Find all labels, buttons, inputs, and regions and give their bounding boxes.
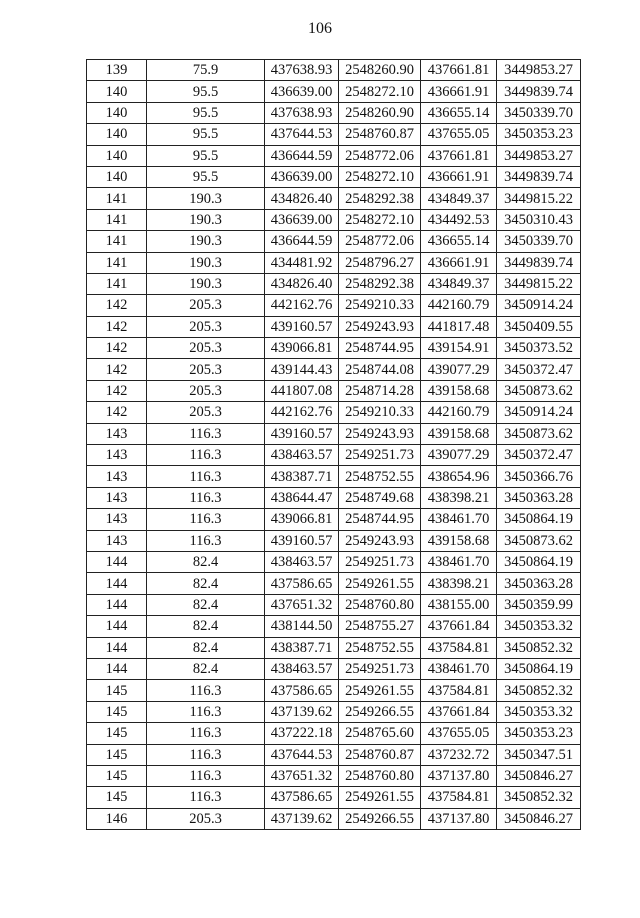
- y1-cell: 2548292.38: [339, 188, 421, 209]
- y2-cell: 3449815.22: [497, 273, 581, 294]
- area-cell: 82.4: [147, 658, 265, 679]
- y2-cell: 3450409.55: [497, 316, 581, 337]
- x2-cell: 436661.91: [421, 166, 497, 187]
- y2-cell: 3449853.27: [497, 60, 581, 81]
- area-cell: 205.3: [147, 402, 265, 423]
- y2-cell: 3450353.23: [497, 723, 581, 744]
- x1-cell: 437638.93: [265, 102, 339, 123]
- row-id-cell: 140: [87, 81, 147, 102]
- coordinates-table-body: [87, 60, 581, 830]
- x2-cell: 439158.68: [421, 380, 497, 401]
- x2-cell: 434492.53: [421, 209, 497, 230]
- x2-cell: 438461.70: [421, 658, 497, 679]
- table-row: [87, 573, 581, 594]
- row-id-cell: 143: [87, 509, 147, 530]
- area-cell: 116.3: [147, 744, 265, 765]
- y2-cell: 3450353.23: [497, 124, 581, 145]
- row-id-cell: 145: [87, 744, 147, 765]
- page-number: 106: [308, 20, 332, 37]
- area-cell: 116.3: [147, 765, 265, 786]
- y1-cell: 2548714.28: [339, 380, 421, 401]
- row-id-cell: 142: [87, 295, 147, 316]
- x1-cell: 439160.57: [265, 530, 339, 551]
- x1-cell: 434826.40: [265, 188, 339, 209]
- x2-cell: 439158.68: [421, 423, 497, 444]
- x2-cell: 436661.91: [421, 81, 497, 102]
- row-id-cell: 142: [87, 402, 147, 423]
- x2-cell: 438398.21: [421, 573, 497, 594]
- y2-cell: 3449839.74: [497, 166, 581, 187]
- y1-cell: 2548796.27: [339, 252, 421, 273]
- y2-cell: 3449839.74: [497, 81, 581, 102]
- table-row: [87, 637, 581, 658]
- x2-cell: 439077.29: [421, 445, 497, 466]
- y2-cell: 3450864.19: [497, 658, 581, 679]
- area-cell: 116.3: [147, 701, 265, 722]
- x2-cell: 438461.70: [421, 509, 497, 530]
- x1-cell: 437586.65: [265, 573, 339, 594]
- x1-cell: 434481.92: [265, 252, 339, 273]
- x2-cell: 434849.37: [421, 273, 497, 294]
- y2-cell: 3450852.32: [497, 787, 581, 808]
- x1-cell: 437222.18: [265, 723, 339, 744]
- table-row: [87, 252, 581, 273]
- row-id-cell: 140: [87, 166, 147, 187]
- area-cell: 190.3: [147, 231, 265, 252]
- row-id-cell: 141: [87, 209, 147, 230]
- y1-cell: 2548272.10: [339, 166, 421, 187]
- y2-cell: 3450873.62: [497, 530, 581, 551]
- y1-cell: 2548772.06: [339, 145, 421, 166]
- y2-cell: 3450852.32: [497, 637, 581, 658]
- area-cell: 75.9: [147, 60, 265, 81]
- y2-cell: 3450366.76: [497, 466, 581, 487]
- y2-cell: 3450353.32: [497, 701, 581, 722]
- area-cell: 116.3: [147, 787, 265, 808]
- row-id-cell: 140: [87, 145, 147, 166]
- x1-cell: 439160.57: [265, 316, 339, 337]
- x2-cell: 442160.79: [421, 402, 497, 423]
- table-row: [87, 338, 581, 359]
- row-id-cell: 143: [87, 423, 147, 444]
- x1-cell: 441807.08: [265, 380, 339, 401]
- row-id-cell: 142: [87, 359, 147, 380]
- y1-cell: 2548752.55: [339, 466, 421, 487]
- area-cell: 205.3: [147, 380, 265, 401]
- y1-cell: 2548260.90: [339, 60, 421, 81]
- y2-cell: 3450914.24: [497, 402, 581, 423]
- area-cell: 205.3: [147, 338, 265, 359]
- row-id-cell: 141: [87, 273, 147, 294]
- x1-cell: 436639.00: [265, 81, 339, 102]
- area-cell: 95.5: [147, 166, 265, 187]
- y1-cell: 2548272.10: [339, 81, 421, 102]
- table-row: [87, 445, 581, 466]
- x1-cell: 437644.53: [265, 744, 339, 765]
- table-row: [87, 380, 581, 401]
- y2-cell: 3450339.70: [497, 231, 581, 252]
- area-cell: 205.3: [147, 316, 265, 337]
- area-cell: 205.3: [147, 359, 265, 380]
- y2-cell: 3450372.47: [497, 445, 581, 466]
- x1-cell: 439144.43: [265, 359, 339, 380]
- row-id-cell: 145: [87, 723, 147, 744]
- table-row: [87, 723, 581, 744]
- row-id-cell: 145: [87, 680, 147, 701]
- y1-cell: 2549210.33: [339, 402, 421, 423]
- row-id-cell: 143: [87, 445, 147, 466]
- y1-cell: 2549251.73: [339, 445, 421, 466]
- y1-cell: 2549210.33: [339, 295, 421, 316]
- x1-cell: 437651.32: [265, 594, 339, 615]
- area-cell: 116.3: [147, 530, 265, 551]
- row-id-cell: 141: [87, 231, 147, 252]
- y1-cell: 2548760.80: [339, 594, 421, 615]
- table-row: [87, 466, 581, 487]
- x2-cell: 439158.68: [421, 530, 497, 551]
- y2-cell: 3450914.24: [497, 295, 581, 316]
- row-id-cell: 146: [87, 808, 147, 829]
- x1-cell: 439160.57: [265, 423, 339, 444]
- row-id-cell: 141: [87, 252, 147, 273]
- table-row: [87, 765, 581, 786]
- y1-cell: 2549243.93: [339, 316, 421, 337]
- table-row: [87, 680, 581, 701]
- row-id-cell: 142: [87, 316, 147, 337]
- x2-cell: 436661.91: [421, 252, 497, 273]
- y1-cell: 2548749.68: [339, 487, 421, 508]
- area-cell: 95.5: [147, 102, 265, 123]
- x1-cell: 439066.81: [265, 338, 339, 359]
- x2-cell: 436655.14: [421, 231, 497, 252]
- x2-cell: 437584.81: [421, 637, 497, 658]
- table-row: [87, 530, 581, 551]
- x2-cell: 437661.84: [421, 616, 497, 637]
- row-id-cell: 141: [87, 188, 147, 209]
- y1-cell: 2548765.60: [339, 723, 421, 744]
- y2-cell: 3450864.19: [497, 551, 581, 572]
- x2-cell: 437137.80: [421, 765, 497, 786]
- row-id-cell: 143: [87, 530, 147, 551]
- x1-cell: 437139.62: [265, 808, 339, 829]
- area-cell: 116.3: [147, 509, 265, 530]
- x1-cell: 437586.65: [265, 680, 339, 701]
- y2-cell: 3450873.62: [497, 423, 581, 444]
- y2-cell: 3450363.28: [497, 573, 581, 594]
- x2-cell: 437661.84: [421, 701, 497, 722]
- table-row: [87, 188, 581, 209]
- x2-cell: 441817.48: [421, 316, 497, 337]
- x1-cell: 438144.50: [265, 616, 339, 637]
- y2-cell: 3450873.62: [497, 380, 581, 401]
- y2-cell: 3450373.52: [497, 338, 581, 359]
- row-id-cell: 139: [87, 60, 147, 81]
- table-row: [87, 81, 581, 102]
- table-row: [87, 124, 581, 145]
- x1-cell: 436639.00: [265, 166, 339, 187]
- x2-cell: 437232.72: [421, 744, 497, 765]
- table-row: [87, 487, 581, 508]
- table-row: [87, 209, 581, 230]
- y1-cell: 2548292.38: [339, 273, 421, 294]
- area-cell: 116.3: [147, 487, 265, 508]
- x1-cell: 437586.65: [265, 787, 339, 808]
- table-row: [87, 423, 581, 444]
- table-row: [87, 658, 581, 679]
- y2-cell: 3450846.27: [497, 765, 581, 786]
- x1-cell: 442162.76: [265, 295, 339, 316]
- x1-cell: 437651.32: [265, 765, 339, 786]
- row-id-cell: 142: [87, 380, 147, 401]
- table-row: [87, 594, 581, 615]
- table-row: [87, 509, 581, 530]
- x2-cell: 437584.81: [421, 680, 497, 701]
- row-id-cell: 144: [87, 594, 147, 615]
- row-id-cell: 144: [87, 658, 147, 679]
- y2-cell: 3449853.27: [497, 145, 581, 166]
- row-id-cell: 145: [87, 701, 147, 722]
- area-cell: 82.4: [147, 573, 265, 594]
- x2-cell: 438461.70: [421, 551, 497, 572]
- y1-cell: 2549243.93: [339, 423, 421, 444]
- area-cell: 205.3: [147, 808, 265, 829]
- area-cell: 82.4: [147, 551, 265, 572]
- row-id-cell: 145: [87, 787, 147, 808]
- x2-cell: 437655.05: [421, 124, 497, 145]
- x1-cell: 436639.00: [265, 209, 339, 230]
- x1-cell: 442162.76: [265, 402, 339, 423]
- y2-cell: 3450347.51: [497, 744, 581, 765]
- x2-cell: 434849.37: [421, 188, 497, 209]
- y1-cell: 2549266.55: [339, 808, 421, 829]
- area-cell: 95.5: [147, 124, 265, 145]
- x2-cell: 436655.14: [421, 102, 497, 123]
- x2-cell: 438155.00: [421, 594, 497, 615]
- row-id-cell: 142: [87, 338, 147, 359]
- y1-cell: 2548744.08: [339, 359, 421, 380]
- y1-cell: 2549251.73: [339, 658, 421, 679]
- x1-cell: 438463.57: [265, 658, 339, 679]
- y1-cell: 2548752.55: [339, 637, 421, 658]
- row-id-cell: 144: [87, 616, 147, 637]
- y1-cell: 2548260.90: [339, 102, 421, 123]
- x2-cell: 437661.81: [421, 60, 497, 81]
- coordinates-table: [86, 59, 581, 830]
- table-row: [87, 616, 581, 637]
- x2-cell: 439077.29: [421, 359, 497, 380]
- x1-cell: 436644.59: [265, 231, 339, 252]
- area-cell: 82.4: [147, 637, 265, 658]
- x2-cell: 438654.96: [421, 466, 497, 487]
- y2-cell: 3450363.28: [497, 487, 581, 508]
- row-id-cell: 144: [87, 573, 147, 594]
- y1-cell: 2548760.87: [339, 124, 421, 145]
- x1-cell: 436644.59: [265, 145, 339, 166]
- table-row: [87, 402, 581, 423]
- y1-cell: 2548744.95: [339, 509, 421, 530]
- table-row: [87, 166, 581, 187]
- x1-cell: 438463.57: [265, 551, 339, 572]
- row-id-cell: 143: [87, 466, 147, 487]
- y2-cell: 3450310.43: [497, 209, 581, 230]
- y1-cell: 2549251.73: [339, 551, 421, 572]
- row-id-cell: 140: [87, 124, 147, 145]
- x1-cell: 438387.71: [265, 637, 339, 658]
- y1-cell: 2548760.87: [339, 744, 421, 765]
- table-row: [87, 295, 581, 316]
- x2-cell: 437584.81: [421, 787, 497, 808]
- x2-cell: 437655.05: [421, 723, 497, 744]
- table-row: [87, 60, 581, 81]
- area-cell: 116.3: [147, 445, 265, 466]
- y1-cell: 2548755.27: [339, 616, 421, 637]
- area-cell: 190.3: [147, 188, 265, 209]
- x2-cell: 439154.91: [421, 338, 497, 359]
- y2-cell: 3450339.70: [497, 102, 581, 123]
- area-cell: 116.3: [147, 423, 265, 444]
- y1-cell: 2549266.55: [339, 701, 421, 722]
- y1-cell: 2548272.10: [339, 209, 421, 230]
- y1-cell: 2549261.55: [339, 787, 421, 808]
- y1-cell: 2548744.95: [339, 338, 421, 359]
- x2-cell: 438398.21: [421, 487, 497, 508]
- y2-cell: 3449815.22: [497, 188, 581, 209]
- y1-cell: 2548760.80: [339, 765, 421, 786]
- x1-cell: 437638.93: [265, 60, 339, 81]
- table-row: [87, 744, 581, 765]
- area-cell: 95.5: [147, 145, 265, 166]
- x2-cell: 442160.79: [421, 295, 497, 316]
- row-id-cell: 144: [87, 637, 147, 658]
- x2-cell: 437661.81: [421, 145, 497, 166]
- x1-cell: 438644.47: [265, 487, 339, 508]
- area-cell: 82.4: [147, 616, 265, 637]
- row-id-cell: 143: [87, 487, 147, 508]
- table-row: [87, 273, 581, 294]
- y2-cell: 3450359.99: [497, 594, 581, 615]
- x1-cell: 438463.57: [265, 445, 339, 466]
- x1-cell: 437644.53: [265, 124, 339, 145]
- area-cell: 95.5: [147, 81, 265, 102]
- y2-cell: 3449839.74: [497, 252, 581, 273]
- area-cell: 190.3: [147, 209, 265, 230]
- row-id-cell: 144: [87, 551, 147, 572]
- y2-cell: 3450846.27: [497, 808, 581, 829]
- row-id-cell: 140: [87, 102, 147, 123]
- y2-cell: 3450852.32: [497, 680, 581, 701]
- x1-cell: 437139.62: [265, 701, 339, 722]
- table-row: [87, 145, 581, 166]
- x1-cell: 438387.71: [265, 466, 339, 487]
- y1-cell: 2549261.55: [339, 573, 421, 594]
- table-row: [87, 808, 581, 829]
- table-row: [87, 102, 581, 123]
- table-row: [87, 359, 581, 380]
- area-cell: 82.4: [147, 594, 265, 615]
- area-cell: 116.3: [147, 466, 265, 487]
- table-row: [87, 701, 581, 722]
- x1-cell: 439066.81: [265, 509, 339, 530]
- area-cell: 205.3: [147, 295, 265, 316]
- table-row: [87, 787, 581, 808]
- y1-cell: 2548772.06: [339, 231, 421, 252]
- y1-cell: 2549243.93: [339, 530, 421, 551]
- area-cell: 190.3: [147, 273, 265, 294]
- y2-cell: 3450864.19: [497, 509, 581, 530]
- y1-cell: 2549261.55: [339, 680, 421, 701]
- y2-cell: 3450372.47: [497, 359, 581, 380]
- table-row: [87, 551, 581, 572]
- row-id-cell: 145: [87, 765, 147, 786]
- x1-cell: 434826.40: [265, 273, 339, 294]
- area-cell: 116.3: [147, 723, 265, 744]
- table-row: [87, 316, 581, 337]
- y2-cell: 3450353.32: [497, 616, 581, 637]
- x2-cell: 437137.80: [421, 808, 497, 829]
- table-row: [87, 231, 581, 252]
- area-cell: 116.3: [147, 680, 265, 701]
- area-cell: 190.3: [147, 252, 265, 273]
